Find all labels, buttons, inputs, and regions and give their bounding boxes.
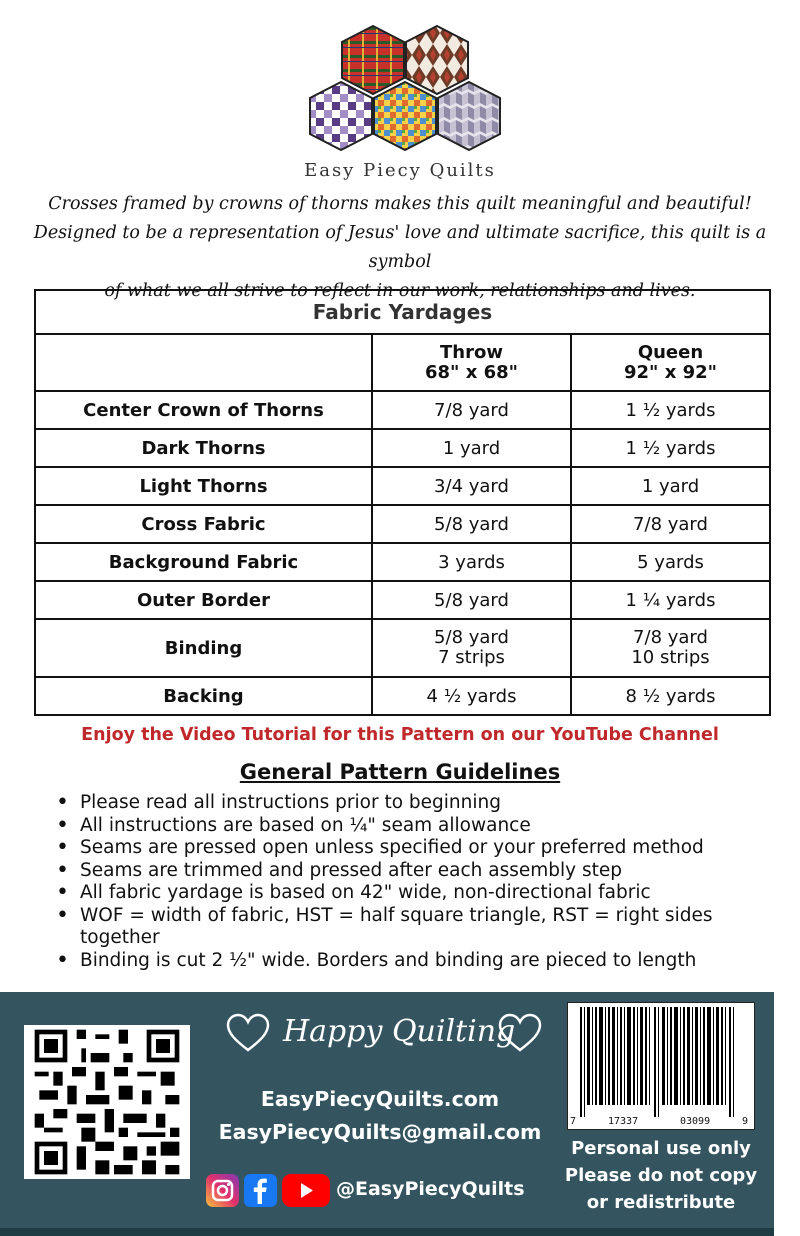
queen-amount: 1 ¼ yards bbox=[571, 581, 770, 619]
notice-line: or redistribute bbox=[586, 1192, 736, 1213]
table-row bbox=[35, 543, 770, 581]
queen-amount-line: 10 strips bbox=[631, 647, 710, 668]
header-blank bbox=[35, 334, 372, 391]
upc-barcode bbox=[567, 1002, 755, 1130]
queen-label: Queen bbox=[637, 341, 704, 363]
throw-amount: 5/8 yard bbox=[372, 505, 571, 543]
queen-amount: 1 ½ yards bbox=[571, 391, 770, 429]
footer-panel bbox=[0, 992, 774, 1228]
barcode-digit: 03099 bbox=[680, 1116, 711, 1127]
intro-line: Crosses framed by crowns of thorns makes this quilt meaningful and beautiful! bbox=[48, 194, 752, 214]
header-throw bbox=[372, 334, 571, 391]
intro-line: Designed to be a representation of Jesus' love and ultimate sacrifice, this quilt is a symbol bbox=[33, 223, 767, 272]
fabric-label: Dark Thorns bbox=[35, 429, 372, 467]
throw-amount: 1 yard bbox=[372, 429, 571, 467]
list-item: • Seams are pressed open unless specified or your preferred method bbox=[54, 837, 754, 860]
table-row bbox=[35, 619, 770, 677]
video-tutorial-note[interactable]: Enjoy the Video Tutorial for this Pattern on our YouTube Channel bbox=[81, 725, 719, 745]
table-row bbox=[35, 581, 770, 619]
instagram-icon[interactable] bbox=[206, 1174, 239, 1207]
happy-quilting-text: Happy Quilting bbox=[283, 1014, 516, 1049]
fabric-label: Outer Border bbox=[35, 581, 372, 619]
fabric-label: Cross Fabric bbox=[35, 505, 372, 543]
barcode-digit: 17337 bbox=[608, 1116, 639, 1127]
queen-amount: 5 yards bbox=[571, 543, 770, 581]
fabric-label: Binding bbox=[35, 619, 372, 677]
table-row bbox=[35, 505, 770, 543]
notice-line: Please do not copy bbox=[564, 1165, 758, 1186]
barcode-bars bbox=[568, 1007, 754, 1119]
heart-icon bbox=[497, 1012, 543, 1054]
fabric-label: Background Fabric bbox=[35, 543, 372, 581]
list-item: • WOF = width of fabric, HST = half square triangle, RST = right sides together bbox=[54, 905, 754, 950]
usage-notice bbox=[556, 1135, 766, 1216]
throw-amount-line: 7 strips bbox=[438, 647, 505, 668]
throw-amount: 3 yards bbox=[372, 543, 571, 581]
list-item: • Please read all instructions prior to beginning bbox=[54, 792, 754, 815]
fabric-label: Backing bbox=[35, 677, 372, 715]
website-link[interactable]: EasyPiecyQuilts.com bbox=[260, 1087, 500, 1111]
queen-amount: 8 ½ yards bbox=[571, 677, 770, 715]
heart-icon bbox=[225, 1012, 271, 1054]
barcode-digit: 9 bbox=[742, 1116, 749, 1127]
throw-amount: 7/8 yard bbox=[372, 391, 571, 429]
intro-line: of what we all strive to reflect in our work, relationships and lives. bbox=[104, 281, 696, 301]
queen-size: 92" x 92" bbox=[624, 361, 717, 383]
throw-amount: 5/8 yard bbox=[372, 581, 571, 619]
barcode-digit: 7 bbox=[570, 1116, 577, 1127]
queen-amount bbox=[571, 619, 770, 677]
facebook-icon[interactable] bbox=[244, 1174, 277, 1207]
fabric-yardage-table bbox=[34, 289, 771, 716]
email-link[interactable]: EasyPiecyQuilts@gmail.com bbox=[218, 1120, 542, 1144]
brand-name: Easy Piecy Quilts bbox=[304, 160, 496, 181]
table-title: Fabric Yardages bbox=[35, 290, 770, 334]
youtube-icon[interactable] bbox=[282, 1174, 330, 1207]
table-row bbox=[35, 429, 770, 467]
list-item: • Binding is cut 2 ½" wide. Borders and binding are pieced to length bbox=[54, 950, 754, 973]
notice-line: Personal use only bbox=[571, 1138, 751, 1159]
queen-amount-line: 7/8 yard bbox=[633, 627, 708, 648]
table-row bbox=[35, 467, 770, 505]
throw-amount: 3/4 yard bbox=[372, 467, 571, 505]
list-item: • All fabric yardage is based on 42" wide, non-directional fabric bbox=[54, 882, 754, 905]
guidelines-list bbox=[54, 792, 754, 972]
list-item: • All instructions are based on ¼" seam allowance bbox=[54, 815, 754, 838]
throw-label: Throw bbox=[440, 341, 503, 363]
throw-size: 68" x 68" bbox=[425, 361, 518, 383]
header-queen bbox=[571, 334, 770, 391]
table-row bbox=[35, 677, 770, 715]
queen-amount: 1 ½ yards bbox=[571, 429, 770, 467]
fabric-label: Light Thorns bbox=[35, 467, 372, 505]
list-item: • Seams are trimmed and pressed after each assembly step bbox=[54, 860, 754, 883]
table-header-row bbox=[35, 334, 770, 391]
throw-amount: 4 ½ yards bbox=[372, 677, 571, 715]
social-handle[interactable]: @EasyPiecyQuilts bbox=[336, 1178, 525, 1200]
happy-quilting-banner bbox=[225, 1008, 545, 1058]
queen-amount: 1 yard bbox=[571, 467, 770, 505]
throw-amount bbox=[372, 619, 571, 677]
table-row bbox=[35, 391, 770, 429]
qr-code[interactable] bbox=[24, 1025, 190, 1179]
throw-amount-line: 5/8 yard bbox=[434, 627, 509, 648]
bottom-rule bbox=[0, 1228, 774, 1236]
queen-amount: 7/8 yard bbox=[571, 505, 770, 543]
guidelines-heading: General Pattern Guidelines bbox=[239, 760, 561, 784]
fabric-label: Center Crown of Thorns bbox=[35, 391, 372, 429]
